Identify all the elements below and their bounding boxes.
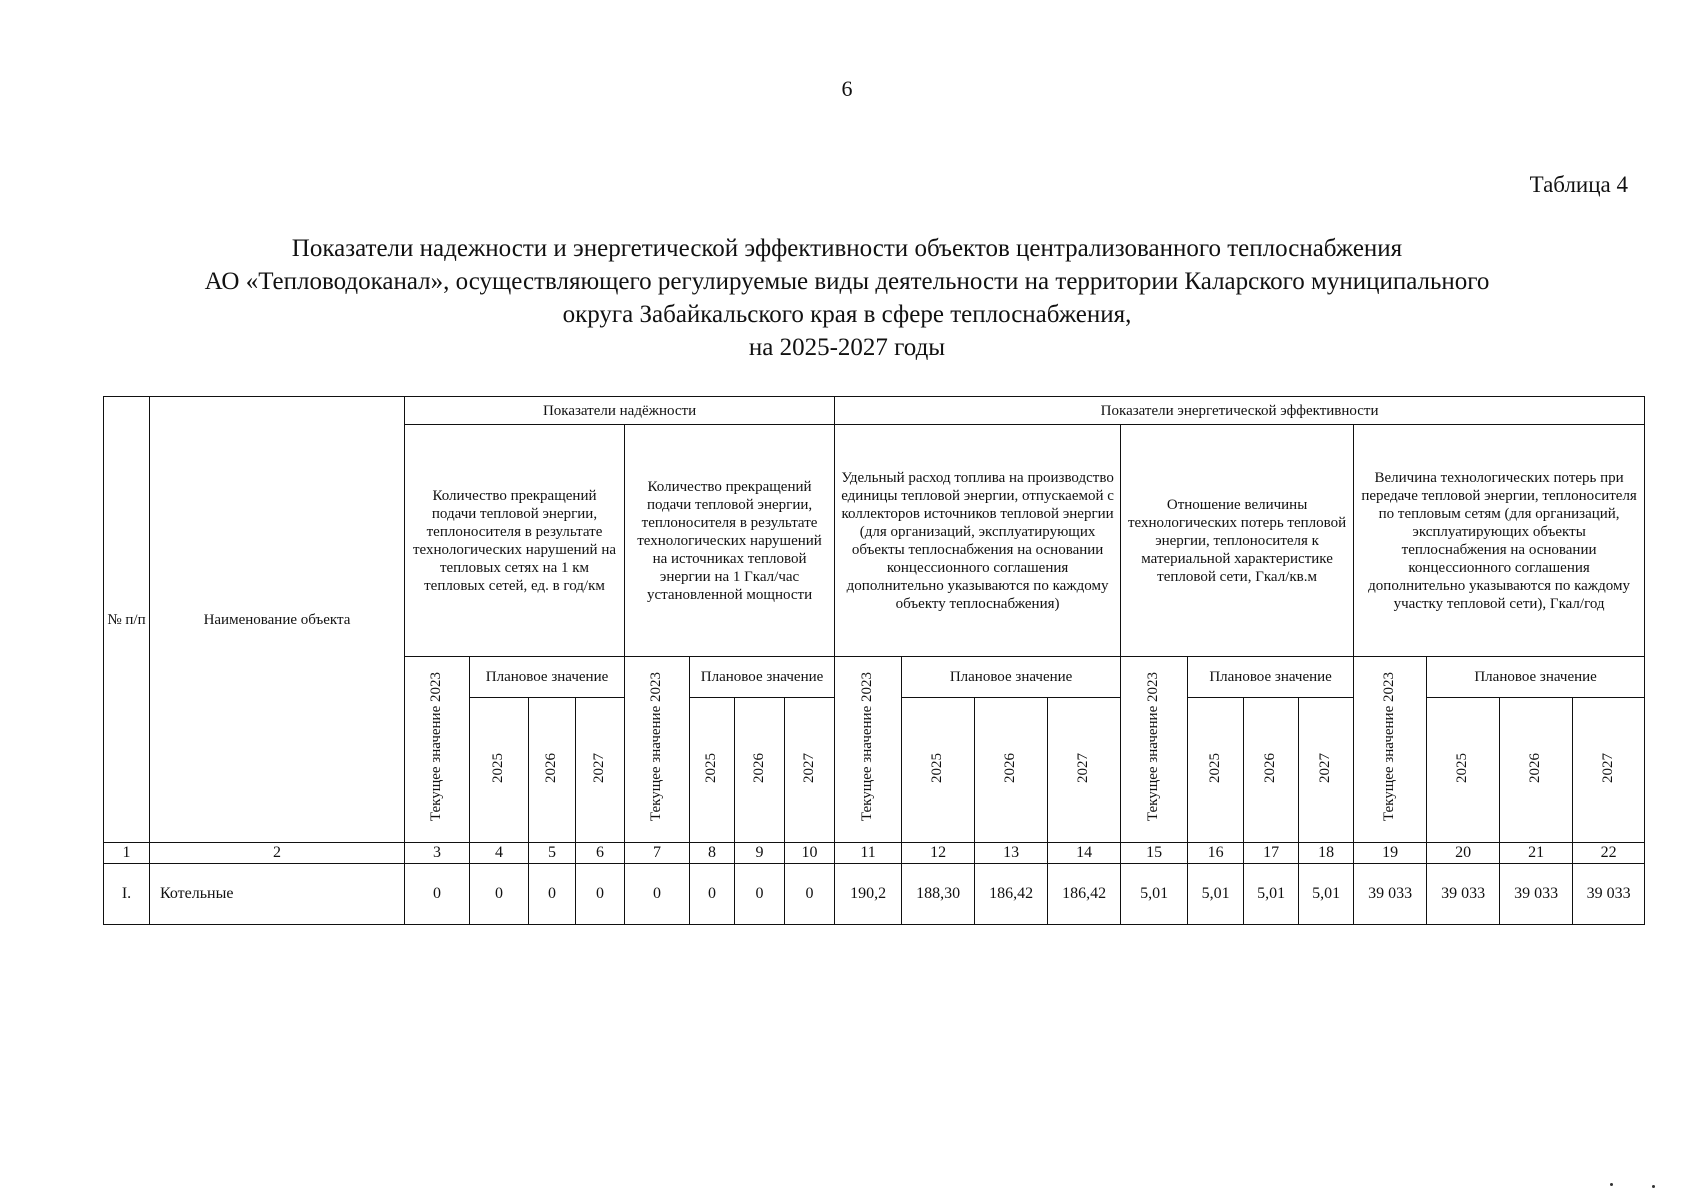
page-number: 6 bbox=[841, 76, 853, 101]
row-value: 0 bbox=[576, 864, 625, 925]
header-year: 2025 bbox=[902, 698, 975, 843]
column-number: 17 bbox=[1244, 843, 1299, 864]
header-year: 2026 bbox=[735, 698, 785, 843]
header-reliability-group: Показатели надёжности bbox=[405, 397, 835, 425]
column-number: 22 bbox=[1573, 843, 1645, 864]
table-row bbox=[104, 864, 1645, 925]
header-year: 2026 bbox=[975, 698, 1048, 843]
header-indicator-1: Количество прекращений подачи тепловой энергии, теплоносителя в результате технологических нарушений на тепловых сетях на 1 км тепловых сетей, ед. в год/км bbox=[405, 425, 625, 657]
column-number: 3 bbox=[405, 843, 470, 864]
row-number: I. bbox=[104, 864, 150, 925]
table-label: Таблица 4 bbox=[1529, 172, 1628, 197]
row-value: 186,42 bbox=[975, 864, 1048, 925]
header-plan-value: Плановое значение bbox=[902, 657, 1121, 698]
column-number: 19 bbox=[1354, 843, 1427, 864]
header-year: 2025 bbox=[1427, 698, 1500, 843]
title-line: на 2025-2027 годы bbox=[748, 334, 946, 361]
column-number: 4 bbox=[470, 843, 529, 864]
row-value: 186,42 bbox=[1048, 864, 1121, 925]
header-current-value: Текущее значение 2023 bbox=[405, 657, 470, 843]
row-value: 5,01 bbox=[1299, 864, 1354, 925]
row-value: 0 bbox=[785, 864, 835, 925]
row-value: 5,01 bbox=[1244, 864, 1299, 925]
row-value: 0 bbox=[625, 864, 690, 925]
column-number: 14 bbox=[1048, 843, 1121, 864]
row-value: 5,01 bbox=[1188, 864, 1244, 925]
column-number: 2 bbox=[150, 843, 405, 864]
column-number: 16 bbox=[1188, 843, 1244, 864]
row-value: 39 033 bbox=[1427, 864, 1500, 925]
row-value: 0 bbox=[529, 864, 576, 925]
column-number: 6 bbox=[576, 843, 625, 864]
row-value: 39 033 bbox=[1354, 864, 1427, 925]
header-current-value: Текущее значение 2023 bbox=[1121, 657, 1188, 843]
column-number: 18 bbox=[1299, 843, 1354, 864]
header-row-groups bbox=[104, 397, 1645, 425]
column-number: 11 bbox=[835, 843, 902, 864]
header-year: 2027 bbox=[1299, 698, 1354, 843]
header-indicator-5: Величина технологических потерь при передаче тепловой энергии, теплоносителя по тепловым сетям (для организаций, эксплуатирующих объекты теплоснабжения на основании концессионного соглашения дополнительно указываются по каждому участку тепловой сети), Гкал/год bbox=[1354, 425, 1645, 657]
row-value: 0 bbox=[405, 864, 470, 925]
row-object-name: Котельные bbox=[150, 864, 405, 925]
row-value: 188,30 bbox=[902, 864, 975, 925]
column-number: 13 bbox=[975, 843, 1048, 864]
column-number: 10 bbox=[785, 843, 835, 864]
header-year: 2026 bbox=[529, 698, 576, 843]
header-year: 2025 bbox=[690, 698, 735, 843]
column-number: 8 bbox=[690, 843, 735, 864]
title-line: АО «Тепловодоканал», осуществляющего регулируемые виды деятельности на территории Каларского муниципального bbox=[204, 268, 1490, 295]
header-year: 2027 bbox=[785, 698, 835, 843]
document-title bbox=[0, 232, 1694, 364]
header-no: № п/п bbox=[104, 397, 150, 843]
column-number: 21 bbox=[1500, 843, 1573, 864]
header-object-name: Наименование объекта bbox=[150, 397, 405, 843]
column-number: 15 bbox=[1121, 843, 1188, 864]
row-value: 190,2 bbox=[835, 864, 902, 925]
column-number: 12 bbox=[902, 843, 975, 864]
header-year: 2027 bbox=[576, 698, 625, 843]
row-value: 0 bbox=[470, 864, 529, 925]
row-value: 0 bbox=[690, 864, 735, 925]
header-efficiency-group: Показатели энергетической эффективности bbox=[835, 397, 1645, 425]
header-plan-value: Плановое значение bbox=[470, 657, 625, 698]
header-plan-value: Плановое значение bbox=[1427, 657, 1645, 698]
header-year: 2027 bbox=[1048, 698, 1121, 843]
row-value: 0 bbox=[735, 864, 785, 925]
title-line: округа Забайкальского края в сфере теплоснабжения, bbox=[562, 301, 1132, 328]
indicators-table bbox=[103, 396, 1645, 925]
header-plan-value: Плановое значение bbox=[690, 657, 835, 698]
title-line: Показатели надежности и энергетической эффективности объектов централизованного теплоснабжения bbox=[291, 235, 1403, 262]
header-year: 2027 bbox=[1573, 698, 1645, 843]
column-number: 9 bbox=[735, 843, 785, 864]
header-indicator-4: Отношение величины технологических потерь тепловой энергии, теплоносителя к материальной характеристике тепловой сети, Гкал/кв.м bbox=[1121, 425, 1354, 657]
header-plan-value: Плановое значение bbox=[1188, 657, 1354, 698]
header-year: 2026 bbox=[1244, 698, 1299, 843]
header-year: 2025 bbox=[1188, 698, 1244, 843]
row-value: 39 033 bbox=[1573, 864, 1645, 925]
scan-mark bbox=[1610, 1183, 1613, 1186]
header-current-value: Текущее значение 2023 bbox=[835, 657, 902, 843]
header-current-value: Текущее значение 2023 bbox=[625, 657, 690, 843]
column-number: 7 bbox=[625, 843, 690, 864]
header-current-value: Текущее значение 2023 bbox=[1354, 657, 1427, 843]
scan-mark bbox=[1652, 1185, 1655, 1188]
header-year: 2026 bbox=[1500, 698, 1573, 843]
column-numbers-row bbox=[104, 843, 1645, 864]
row-value: 5,01 bbox=[1121, 864, 1188, 925]
column-number: 20 bbox=[1427, 843, 1500, 864]
column-number: 1 bbox=[104, 843, 150, 864]
header-indicator-3: Удельный расход топлива на производство единицы тепловой энергии, отпускаемой с коллекторов источников тепловой энергии (для организаций, эксплуатирующих объекты теплоснабжения на основании концессионного соглашения дополнительно указываются по каждому объекту теплоснабжения) bbox=[835, 425, 1121, 657]
column-number: 5 bbox=[529, 843, 576, 864]
row-value: 39 033 bbox=[1500, 864, 1573, 925]
header-indicator-2: Количество прекращений подачи тепловой энергии, теплоносителя в результате технологических нарушений на источниках тепловой энергии на 1 Гкал/час установленной мощности bbox=[625, 425, 835, 657]
header-year: 2025 bbox=[470, 698, 529, 843]
